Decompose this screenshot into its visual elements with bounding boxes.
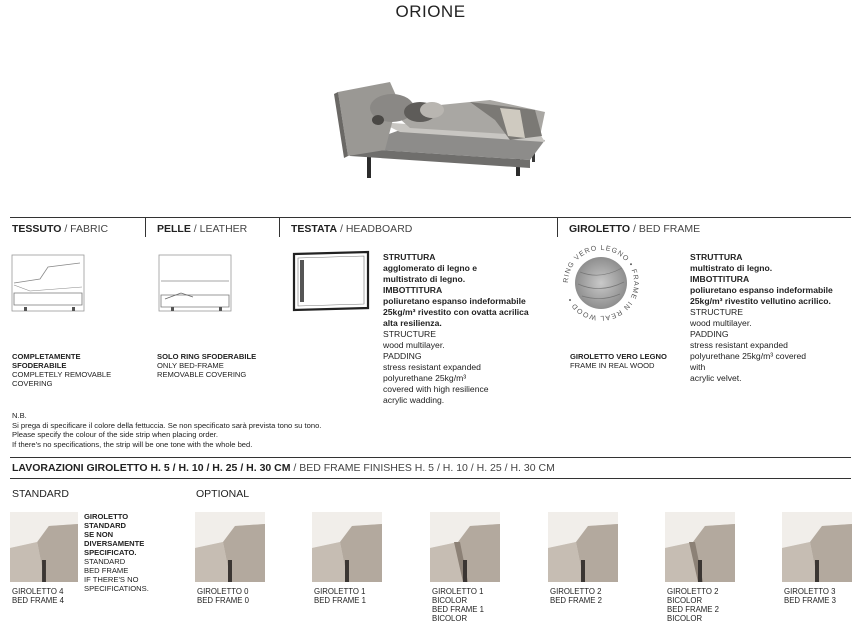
finish-caption-line: BED FRAME 2 [667,605,719,614]
page-title: ORIONE [395,2,466,21]
column-divider [145,217,146,237]
bed-frame-finish-caption [314,587,366,605]
headboard-line: wood multilayer. [383,340,445,350]
headboard-line: IMBOTTITURA [383,285,443,295]
note-italian: Si prega di specificare il colore della fettuccia. Se non specificato sarà prevista tono su tono. [12,420,322,430]
column-divider [279,217,280,237]
bedframe-line: polyurethane 25kg/m³ covered [690,351,807,361]
bedframe-line: wood multilayer. [690,318,752,328]
finish-caption-line: BICOLOR [667,614,703,623]
bedframe-line: STRUCTURE [690,307,743,317]
finishes-top-rule [10,457,851,458]
bedframe-header: GIROLETTO / BED FRAME [569,223,701,235]
headboard-line: covered with high resilience [383,384,489,394]
optional-label: OPTIONAL [196,488,250,500]
standard-side-line: SE NON [84,530,114,539]
standard-side-line: STANDARD [84,557,126,566]
bed-frame-finish-caption [432,587,484,623]
note-english-2: If there's no specifications, the strip will be one tone with the whole bed. [12,439,253,449]
standard-side-line: IF THERE'S NO [84,575,139,584]
finish-caption-line: GIROLETTO 2 [667,587,719,596]
headboard-specs [383,252,558,406]
real-wood-ring-icon [560,242,642,324]
finish-caption-line: BED FRAME 3 [784,596,836,605]
headboard-line: STRUTTURA [383,252,436,262]
finish-caption-line: GIROLETTO 0 [197,587,249,596]
finish-caption-line: BICOLOR [432,614,468,623]
section-top-rule [10,217,851,218]
bed-frame-finish-image [312,512,382,582]
fabric-cover-diagram [10,253,88,315]
finishes-bottom-rule [10,478,851,479]
note-english-1: Please specify the colour of the side strip when placing order. [12,430,218,439]
note-label: N.B. [12,411,27,420]
headboard-line: PADDING [383,351,422,361]
finish-caption-line: BED FRAME 4 [12,596,64,605]
bedframe-line: IMBOTTITURA [690,274,750,284]
finishes-heading: LAVORAZIONI GIROLETTO H. 5 / H. 10 / H. 25 / H. 30 CM / BED FRAME FINISHES H. 5 / H. 10 / H. 25 / H. 30 CM [12,462,555,474]
finish-caption-line: GIROLETTO 2 [550,587,602,596]
bed-frame-finish-image [782,512,852,582]
standard-side-line: DIVERSAMENTE [84,539,145,548]
bedframe-line: 25kg/m³ rivestito vellutino acrilico. [690,296,831,306]
bed-frame-finish-image [10,512,78,582]
finish-caption-line: BED FRAME 1 [314,596,366,605]
bed-frame-finish-image [665,512,735,582]
bed-frame-finish-caption [667,587,719,623]
leather-caption: SOLO RING SFODERABILE ONLY BED-FRAME REMOVABLE COVERING [157,352,257,379]
leather-header: PELLE / LEATHER [157,223,248,235]
bedframe-specs [690,252,855,384]
fabric-caption: COMPLETAMENTE SFODERABILE COMPLETELY REMOVABLE COVERING [12,352,112,388]
bedframe-line: multistrato di legno. [690,263,773,273]
bedframe-line: with [690,362,706,372]
finish-caption-line: BICOLOR [432,596,468,605]
headboard-diagram [288,250,374,312]
bedframe-line: STRUTTURA [690,252,743,262]
headboard-line: alta resilienza. [383,318,442,328]
bedframe-line: poliuretano espanso indeformabile [690,285,833,295]
bed-product-image [320,70,560,185]
finish-caption-line: BICOLOR [667,596,703,605]
bed-frame-finish-caption [12,587,64,605]
finish-caption-line: BED FRAME 2 [550,596,602,605]
svg-text:RING VERO LEGNO • FRAME IN REA: RING VERO LEGNO • FRAME IN REAL WOOD • [562,244,640,322]
headboard-line: agglomerato di legno e [383,263,478,273]
standard-side-line: SPECIFICATIONS. [84,584,149,593]
headboard-line: STRUCTURE [383,329,436,339]
standard-side-line: BED FRAME [84,566,129,575]
headboard-header: TESTATA / HEADBOARD [291,223,413,235]
finish-caption-line: GIROLETTO 3 [784,587,836,596]
finish-caption-line: BED FRAME 1 [432,605,484,614]
headboard-line: multistrato di legno. [383,274,466,284]
bed-frame-finish-caption [550,587,602,605]
bedframe-line: PADDING [690,329,729,339]
bedframe-caption: GIROLETTO VERO LEGNO FRAME IN REAL WOOD [570,352,667,370]
standard-side-line: GIROLETTO [84,512,129,521]
finish-caption-line: BED FRAME 0 [197,596,249,605]
bedframe-line: stress resistant expanded [690,340,788,350]
bed-frame-finish-image [195,512,265,582]
column-divider [557,217,558,237]
headboard-line: poliuretano espanso indeformabile [383,296,526,306]
standard-label: STANDARD [12,488,69,500]
bed-frame-finish-caption [784,587,836,605]
standard-side-text [84,512,184,593]
headboard-line: stress resistant expanded [383,362,481,372]
standard-side-line: STANDARD [84,521,127,530]
standard-side-line: SPECIFICATO. [84,548,137,557]
bed-frame-finish-image [548,512,618,582]
fabric-header: TESSUTO / FABRIC [12,223,109,235]
headboard-line: polyurethane 25kg/m³ [383,373,467,383]
finish-caption-line: GIROLETTO 1 [314,587,366,596]
finish-caption-line: GIROLETTO 1 [432,587,484,596]
headboard-line: 25kg/m³ rivestito con ovatta acrilica [383,307,529,317]
order-note [12,411,512,449]
bed-frame-finish-caption [197,587,249,605]
headboard-line: acrylic wadding. [383,395,445,405]
leather-cover-diagram [157,253,235,315]
bed-frame-finish-image [430,512,500,582]
bedframe-line: acrylic velvet. [690,373,742,383]
finish-caption-line: GIROLETTO 4 [12,587,64,596]
